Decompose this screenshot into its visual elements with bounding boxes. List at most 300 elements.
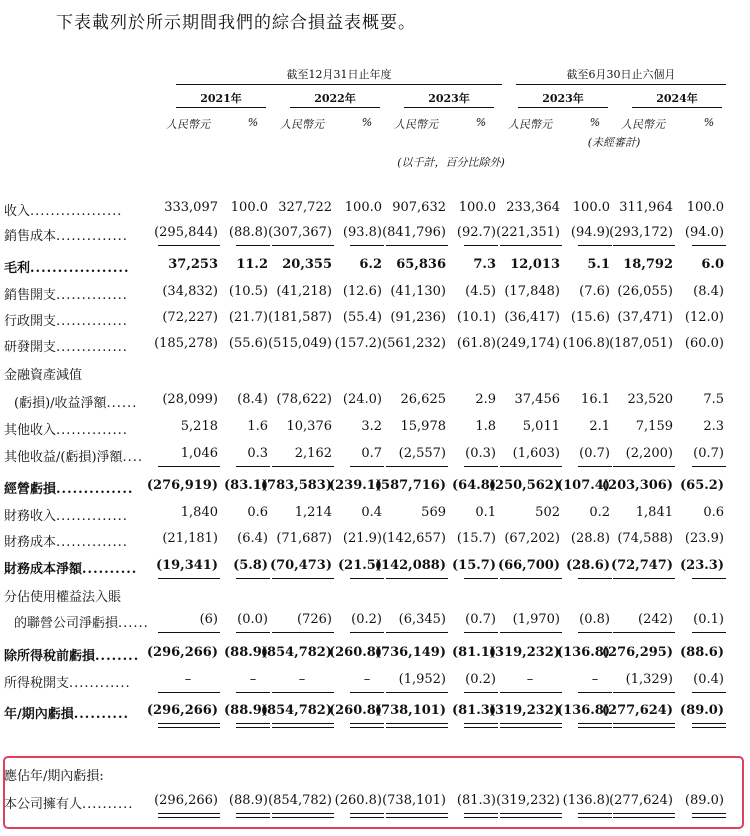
- table-cell: (19,341): [155, 558, 218, 573]
- table-cell: (78,622): [276, 392, 332, 407]
- table-cell: –: [591, 672, 599, 687]
- total-underline: [350, 245, 384, 246]
- row-label-text: 收入: [4, 204, 31, 219]
- table-cell: (60.0): [684, 336, 724, 351]
- table-cell: (89.0): [680, 703, 724, 718]
- table-cell: (260.8): [328, 703, 382, 718]
- total-underline: [272, 578, 334, 579]
- unit-pct: %: [703, 116, 715, 129]
- table-cell: 5,011: [522, 419, 560, 434]
- row-leader-dots: ..............: [56, 340, 128, 355]
- table-cell: (88.6): [680, 645, 724, 660]
- table-cell: (293,172): [609, 225, 673, 240]
- table-cell: 23,520: [627, 392, 673, 407]
- table-cell: (726): [297, 612, 332, 627]
- table-cell: 10,376: [286, 419, 332, 434]
- table-cell: 1.8: [475, 419, 496, 434]
- total-underline: [386, 466, 448, 467]
- table-cell: (15.6): [570, 310, 610, 325]
- total-underline: [350, 632, 384, 633]
- table-cell: (296,266): [146, 703, 218, 718]
- total-underline: [386, 723, 448, 724]
- total-underline: [272, 466, 334, 467]
- total-underline: [500, 578, 562, 579]
- table-cell: (6,345): [398, 612, 446, 627]
- table-cell: (142,657): [382, 531, 446, 546]
- row-leader-dots: ....: [122, 450, 144, 465]
- table-cell: –: [363, 672, 371, 687]
- total-underline: [692, 692, 726, 693]
- table-cell: (0.4): [693, 672, 724, 687]
- row-label: [4, 672, 131, 691]
- total-underline: [500, 692, 562, 693]
- table-cell: (136.8): [562, 793, 610, 808]
- table-cell: (15.7): [452, 558, 496, 573]
- total-underline: [350, 466, 384, 467]
- table-cell: (295,844): [154, 225, 218, 240]
- table-cell: 0.6: [703, 505, 724, 520]
- table-cell: (92.7): [456, 225, 496, 240]
- row-label-text: 本公司擁有人: [4, 797, 83, 812]
- year-header: 2021年: [200, 92, 242, 105]
- total-underline: [692, 466, 726, 467]
- table-cell: (277,624): [609, 793, 673, 808]
- row-label-text: 經營虧損: [4, 482, 57, 497]
- table-cell: (738,101): [374, 703, 446, 718]
- table-cell: (88.9): [224, 703, 268, 718]
- row-label-text: (虧損)/收益淨額: [14, 396, 107, 411]
- total-underline: [386, 727, 448, 728]
- table-cell: (783,583): [260, 478, 332, 493]
- table-cell: (841,796): [382, 225, 446, 240]
- unit-pct: %: [589, 116, 601, 129]
- table-cell: (36,417): [504, 310, 560, 325]
- total-underline: [236, 578, 270, 579]
- total-underline: [464, 245, 498, 246]
- total-underline: [158, 245, 220, 246]
- table-cell: 233,364: [506, 200, 560, 215]
- table-cell: (41,218): [276, 284, 332, 299]
- total-underline: [272, 723, 334, 724]
- row-leader-dots: ......: [106, 396, 138, 411]
- table-cell: 5.1: [587, 257, 610, 272]
- total-underline: [272, 632, 334, 633]
- table-cell: (8.4): [237, 392, 268, 407]
- table-cell: (12.6): [342, 284, 382, 299]
- table-cell: (89.0): [684, 793, 724, 808]
- total-underline: [692, 578, 726, 579]
- group-header-year-end: 截至12月31日止年度: [286, 68, 392, 81]
- thousand-note: (以千計，百分比除外): [397, 156, 505, 169]
- total-underline: [350, 727, 384, 728]
- row-label: [4, 364, 82, 383]
- table-cell: (81.3): [456, 793, 496, 808]
- table-cell: (185,278): [154, 336, 218, 351]
- table-cell: (319,232): [488, 703, 560, 718]
- year-header: 2024年: [656, 92, 698, 105]
- total-underline: [236, 632, 270, 633]
- row-label: [4, 419, 128, 438]
- table-cell: (249,174): [496, 336, 560, 351]
- total-underline: [692, 245, 726, 246]
- row-leader-dots: ........: [95, 649, 140, 664]
- group-underline-year-end: [176, 84, 502, 85]
- total-underline: [236, 466, 270, 467]
- total-underline: [350, 723, 384, 724]
- row-label: [4, 478, 133, 497]
- table-cell: (28.8): [570, 531, 610, 546]
- table-cell: (1,603): [512, 446, 560, 461]
- table-cell: (88.9): [224, 645, 268, 660]
- row-leader-dots: ..............: [56, 288, 128, 303]
- row-label-text: 分佔使用權益法入賬: [4, 590, 122, 605]
- row-label-text: 財務成本淨額: [4, 562, 83, 577]
- table-cell: 12,013: [510, 257, 560, 272]
- row-leader-dots: ..........: [73, 707, 130, 722]
- table-cell: 26,625: [400, 392, 446, 407]
- row-label: [4, 200, 122, 219]
- row-label: [14, 612, 149, 631]
- total-underline: [464, 723, 498, 724]
- table-cell: (260.8): [328, 645, 382, 660]
- table-cell: (0.7): [579, 446, 610, 461]
- total-underline: [613, 723, 675, 724]
- table-cell: 1,046: [180, 446, 218, 461]
- table-cell: 1,840: [180, 505, 218, 520]
- table-cell: 15,978: [400, 419, 446, 434]
- row-label: [4, 645, 139, 664]
- row-label-text: 銷售開支: [4, 288, 57, 303]
- total-underline: [613, 727, 675, 728]
- table-cell: (250,562): [488, 478, 560, 493]
- highlight-box: [3, 756, 744, 829]
- total-underline: [464, 727, 498, 728]
- table-cell: (8.4): [693, 284, 724, 299]
- row-label: [4, 336, 128, 355]
- table-cell: (106.8): [562, 336, 610, 351]
- row-label: [4, 586, 121, 605]
- table-cell: (136.8): [556, 645, 610, 660]
- year-underline: [404, 107, 494, 108]
- table-cell: (1,970): [512, 612, 560, 627]
- total-underline: [158, 578, 220, 579]
- group-underline-six-months: [516, 84, 726, 85]
- table-cell: 6.2: [359, 257, 382, 272]
- table-cell: (23.9): [684, 531, 724, 546]
- table-cell: (67,202): [504, 531, 560, 546]
- table-cell: (66,700): [497, 558, 560, 573]
- row-label-text: 行政開支: [4, 314, 57, 329]
- table-cell: (277,624): [601, 703, 673, 718]
- table-cell: 327,722: [278, 200, 332, 215]
- table-cell: (23.3): [680, 558, 724, 573]
- table-cell: (93.8): [342, 225, 382, 240]
- table-cell: (72,747): [610, 558, 673, 573]
- table-cell: (0.2): [465, 672, 496, 687]
- table-cell: 2.1: [589, 419, 610, 434]
- table-cell: –: [184, 672, 192, 687]
- year-header: 2022年: [314, 92, 356, 105]
- table-cell: (854,782): [268, 793, 332, 808]
- total-underline: [613, 578, 675, 579]
- table-cell: (4.5): [465, 284, 496, 299]
- row-label-text: 所得稅開支: [4, 676, 70, 691]
- table-cell: (296,266): [146, 645, 218, 660]
- row-label-text: 年/期內虧損: [4, 707, 74, 722]
- table-cell: 37,253: [168, 257, 218, 272]
- unit-pct: %: [475, 116, 487, 129]
- table-cell: (0.1): [693, 612, 724, 627]
- table-cell: (107.4): [556, 478, 610, 493]
- table-cell: (221,351): [496, 225, 560, 240]
- table-cell: (515,049): [268, 336, 332, 351]
- row-leader-dots: ..........: [82, 797, 134, 812]
- row-label-text: 金融資產減值: [4, 368, 83, 383]
- intro-text: 下表載列於所示期間我們的綜合損益表概要。: [56, 13, 416, 33]
- table-cell: (83.1): [224, 478, 268, 493]
- table-cell: 100.0: [686, 200, 724, 215]
- table-cell: (88.9): [228, 793, 268, 808]
- table-cell: (61.8): [456, 336, 496, 351]
- total-underline: [500, 245, 562, 246]
- year-underline: [518, 107, 608, 108]
- table-cell: 20,355: [282, 257, 332, 272]
- total-underline: [692, 632, 726, 633]
- unit-rmb: 人民幣元: [621, 118, 665, 131]
- total-underline: [236, 723, 270, 724]
- total-underline: [236, 692, 270, 693]
- unit-pct: %: [247, 116, 259, 129]
- total-underline: [272, 245, 334, 246]
- row-label: [4, 310, 128, 329]
- year-underline: [632, 107, 722, 108]
- table-cell: (0.7): [693, 446, 724, 461]
- unaudited-note: (未經審計): [587, 136, 641, 149]
- row-label: [4, 703, 129, 722]
- table-cell: 311,964: [619, 200, 673, 215]
- row-label-text: 財務成本: [4, 535, 57, 550]
- total-underline: [578, 727, 612, 728]
- row-leader-dots: ..............: [56, 314, 128, 329]
- year-underline: [290, 107, 380, 108]
- year-header: 2023年: [428, 92, 470, 105]
- total-underline: [578, 632, 612, 633]
- total-underline: [464, 692, 498, 693]
- table-cell: (81.1): [452, 645, 496, 660]
- total-underline: [500, 723, 562, 724]
- total-underline: [272, 692, 334, 693]
- table-cell: (0.2): [351, 612, 382, 627]
- table-cell: (26,055): [617, 284, 673, 299]
- table-cell: 100.0: [458, 200, 496, 215]
- row-leader-dots: ..............: [56, 509, 128, 524]
- table-cell: (0.3): [465, 446, 496, 461]
- table-cell: (41,130): [390, 284, 446, 299]
- table-cell: (239.1): [328, 478, 382, 493]
- row-leader-dots: ..........: [82, 562, 138, 577]
- table-cell: (28,099): [162, 392, 218, 407]
- table-cell: 37,456: [514, 392, 560, 407]
- table-cell: (6): [199, 612, 218, 627]
- table-cell: (854,782): [260, 645, 332, 660]
- table-cell: (15.7): [456, 531, 496, 546]
- row-leader-dots: ..................: [30, 204, 123, 219]
- table-cell: 502: [535, 505, 560, 520]
- table-cell: (276,295): [601, 645, 673, 660]
- table-cell: (296,266): [154, 793, 218, 808]
- table-cell: 2.9: [475, 392, 496, 407]
- table-cell: (17,848): [504, 284, 560, 299]
- row-label: [4, 225, 128, 244]
- table-cell: –: [526, 672, 534, 687]
- table-cell: 3.2: [361, 419, 382, 434]
- table-cell: (187,051): [609, 336, 673, 351]
- row-label-text: 其他收益/(虧損)淨額: [4, 450, 123, 465]
- row-label-text: 應佔年/期內虧損:: [4, 769, 104, 784]
- total-underline: [350, 692, 384, 693]
- table-cell: 18,792: [623, 257, 673, 272]
- row-label-text: 的聯營公司淨虧損: [14, 616, 119, 631]
- table-cell: 100.0: [230, 200, 268, 215]
- table-cell: 0.4: [361, 505, 382, 520]
- total-underline: [272, 727, 334, 728]
- row-leader-dots: ............: [69, 676, 131, 691]
- table-cell: (21,181): [162, 531, 218, 546]
- table-cell: 333,097: [164, 200, 218, 215]
- row-label: [4, 257, 129, 276]
- table-cell: 1,841: [635, 505, 673, 520]
- row-leader-dots: ..............: [56, 482, 134, 497]
- table-cell: 7,159: [635, 419, 673, 434]
- row-label-text: 毛利: [4, 261, 31, 276]
- table-cell: 16.1: [581, 392, 610, 407]
- row-label: [4, 505, 128, 524]
- table-cell: (74,588): [617, 531, 673, 546]
- table-cell: 0.6: [247, 505, 268, 520]
- table-cell: (37,471): [617, 310, 673, 325]
- table-cell: (2,557): [398, 446, 446, 461]
- table-cell: 7.3: [473, 257, 496, 272]
- table-cell: (319,232): [488, 645, 560, 660]
- table-cell: (7.6): [579, 284, 610, 299]
- table-cell: (34,832): [162, 284, 218, 299]
- row-label: [4, 446, 143, 465]
- unit-rmb: 人民幣元: [280, 118, 324, 131]
- total-underline: [692, 723, 726, 724]
- row-leader-dots: ..............: [56, 229, 128, 244]
- total-underline: [386, 632, 448, 633]
- table-cell: 11.2: [236, 257, 268, 272]
- table-cell: 0.7: [361, 446, 382, 461]
- year-underline: [176, 107, 266, 108]
- table-cell: (736,149): [374, 645, 446, 660]
- table-cell: 100.0: [344, 200, 382, 215]
- total-underline: [578, 466, 612, 467]
- table-cell: (6.4): [237, 531, 268, 546]
- table-cell: –: [249, 672, 257, 687]
- table-cell: 0.3: [247, 446, 268, 461]
- total-underline: [464, 632, 498, 633]
- table-cell: (88.8): [228, 225, 268, 240]
- table-cell: (0.8): [579, 612, 610, 627]
- table-cell: (72,227): [162, 310, 218, 325]
- table-cell: (181,587): [268, 310, 332, 325]
- table-cell: (307,367): [268, 225, 332, 240]
- table-cell: (12.0): [684, 310, 724, 325]
- table-cell: 65,836: [396, 257, 446, 272]
- unit-pct: %: [361, 116, 373, 129]
- table-cell: 1.6: [247, 419, 268, 434]
- table-cell: 907,632: [392, 200, 446, 215]
- row-leader-dots: ..............: [56, 423, 128, 438]
- table-cell: (94.0): [684, 225, 724, 240]
- table-cell: (91,236): [390, 310, 446, 325]
- table-cell: (587,716): [374, 478, 446, 493]
- table-cell: 5,218: [180, 419, 218, 434]
- table-cell: (21.7): [228, 310, 268, 325]
- table-cell: (142,088): [374, 558, 446, 573]
- table-cell: 7.5: [703, 392, 724, 407]
- table-cell: (2,200): [625, 446, 673, 461]
- table-cell: (5.8): [233, 558, 268, 573]
- group-header-six-months: 截至6月30日止六個月: [566, 68, 676, 81]
- unit-rmb: 人民幣元: [508, 118, 552, 131]
- table-cell: 0.1: [475, 505, 496, 520]
- total-underline: [578, 578, 612, 579]
- table-cell: (1,329): [625, 672, 673, 687]
- table-cell: (136.8): [556, 703, 610, 718]
- row-leader-dots: ......: [118, 616, 149, 631]
- table-cell: (319,232): [496, 793, 560, 808]
- total-underline: [578, 723, 612, 724]
- unit-rmb: 人民幣元: [166, 118, 210, 131]
- year-header: 2023年: [542, 92, 584, 105]
- row-label-text: 其他收入: [4, 423, 57, 438]
- table-cell: (65.2): [680, 478, 724, 493]
- row-label-text: 除所得稅前虧損: [4, 649, 96, 664]
- total-underline: [578, 692, 612, 693]
- table-cell: (10.1): [456, 310, 496, 325]
- table-cell: (21.5): [338, 558, 382, 573]
- total-underline: [158, 632, 220, 633]
- total-underline: [613, 692, 675, 693]
- total-underline: [158, 692, 220, 693]
- total-underline: [236, 245, 270, 246]
- table-cell: 0.2: [589, 505, 610, 520]
- table-cell: (738,101): [382, 793, 446, 808]
- total-underline: [350, 578, 384, 579]
- table-cell: 6.0: [701, 257, 724, 272]
- row-leader-dots: ..............: [56, 535, 128, 550]
- table-cell: 2.3: [703, 419, 724, 434]
- row-label-text: 銷售成本: [4, 229, 57, 244]
- table-cell: (55.4): [342, 310, 382, 325]
- unit-rmb: 人民幣元: [394, 118, 438, 131]
- table-cell: (81.3): [452, 703, 496, 718]
- total-underline: [158, 727, 220, 728]
- table-cell: (24.0): [342, 392, 382, 407]
- table-cell: (276,919): [146, 478, 218, 493]
- table-cell: (157.2): [334, 336, 382, 351]
- row-label: [4, 531, 128, 550]
- row-leader-dots: ..................: [30, 261, 130, 276]
- total-underline: [613, 632, 675, 633]
- row-label-text: 研發開支: [4, 340, 57, 355]
- table-cell: (94.9): [570, 225, 610, 240]
- table-cell: 100.0: [572, 200, 610, 215]
- row-label: [4, 558, 137, 577]
- table-cell: (70,473): [269, 558, 332, 573]
